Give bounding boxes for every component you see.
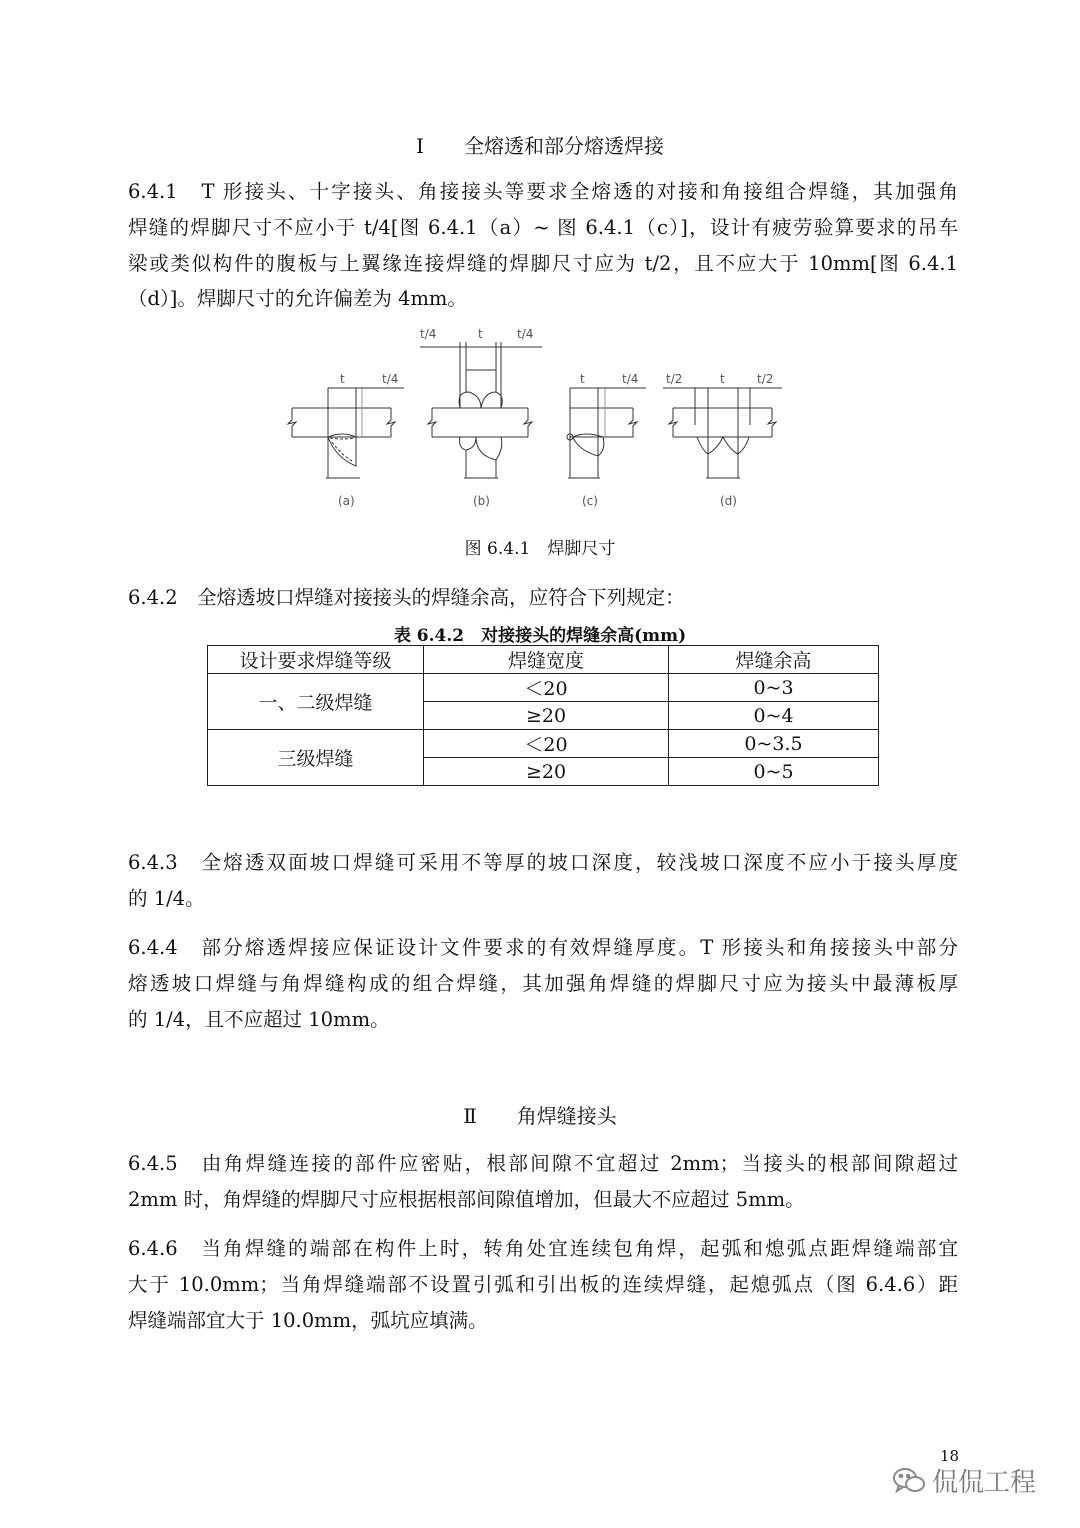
- table-row: [208, 674, 879, 702]
- text-line: 6.4.1 T 形接头、十字接头、角接接头等要求全熔透的对接和角接组合焊缝，其加强角: [128, 180, 958, 203]
- width-cell: ＜20: [424, 674, 669, 702]
- paragraph-6-4-2: [128, 580, 958, 616]
- paragraph-6-4-3: [128, 845, 958, 917]
- page-number: 18: [940, 1447, 960, 1465]
- section-title: 角焊缝接头: [516, 1104, 617, 1128]
- paragraph-6-4-5: [128, 1146, 958, 1218]
- reinforcement-cell: 0~3: [669, 674, 879, 702]
- table-title: 表 6.4.2 对接接头的焊缝余高(mm): [393, 626, 687, 646]
- dim-label-t2: t/2: [757, 372, 774, 386]
- watermark: [892, 1462, 1036, 1499]
- section-numeral: Ⅱ: [463, 1104, 477, 1128]
- dim-label-t: t: [478, 327, 483, 341]
- column-header: 焊缝余高: [669, 646, 879, 674]
- watermark-text: 侃侃工程: [932, 1468, 1037, 1498]
- text-line: 熔透坡口焊缝与角焊缝构成的组合焊缝，其加强角焊缝的焊脚尺寸应为接头中最薄板厚: [128, 971, 958, 995]
- figure-caption: 图 6.4.1 焊脚尺寸: [464, 539, 616, 559]
- grade-cell: 一、二级焊缝: [208, 674, 424, 730]
- text-line: 大于 10.0mm；当角焊缝端部不设置引弧和引出板的连续焊缝，起熄弧点（图 6.4.6）距: [128, 1272, 958, 1296]
- grade-cell: 三级焊缝: [208, 730, 424, 786]
- text-line: 6.4.6 当角焊缝的端部在构件上时，转角处宜连续包角焊，起弧和熄弧点距焊缝端部宜: [128, 1237, 958, 1260]
- sub-label-c: (c): [582, 494, 598, 508]
- text-line: 的 1/4。: [128, 886, 205, 910]
- text-line: 6.4.4 部分熔透焊接应保证设计文件要求的有效焊缝厚度。T 形接头和角接接头中部分: [128, 936, 958, 959]
- column-header: 设计要求焊缝等级: [208, 646, 424, 674]
- text-line: （d）]。焊脚尺寸的允许偏差为 4mm。: [128, 287, 467, 311]
- column-header: 焊缝宽度: [424, 646, 669, 674]
- text-line: 焊缝端部宜大于 10.0mm，弧坑应填满。: [128, 1308, 488, 1332]
- width-cell: ≥20: [424, 758, 669, 786]
- section-numeral: Ⅰ: [416, 134, 424, 158]
- text-line: 6.4.3 全熔透双面坡口焊缝可采用不等厚的坡口深度，较浅坡口深度不应小于接头厚度: [128, 851, 958, 874]
- sub-label-d: (d): [720, 494, 737, 508]
- figure-d: [663, 388, 782, 478]
- wechat-icon: [892, 1466, 926, 1496]
- width-cell: ＜20: [424, 730, 669, 758]
- section-heading-1: [0, 130, 1080, 159]
- section-title: 全熔透和部分熔透焊接: [463, 134, 664, 158]
- text-line: 焊缝的焊脚尺寸不应小于 t/4[图 6.4.1（a）~ 图 6.4.1（c）]，设计有疲劳验算要求的吊车: [128, 215, 958, 239]
- figure-c: [567, 388, 646, 478]
- reinforcement-cell: 0~4: [669, 702, 879, 730]
- text-line: 2mm 时，角焊缝的焊脚尺寸应根据根部间隙值增加，但最大不应超过 5mm。: [128, 1187, 805, 1211]
- dim-label-t4: t/4: [382, 372, 399, 386]
- dim-label-t4: t/4: [517, 327, 534, 341]
- dim-label-t4: t/4: [622, 372, 639, 386]
- weld-leg-figure: [270, 320, 810, 520]
- paragraph-6-4-1: [128, 174, 958, 317]
- text-line: 6.4.5 由角焊缝连接的部件应密贴，根部间隙不宜超过 2mm；当接头的根部间隙超过: [128, 1152, 958, 1175]
- dim-label-t: t: [720, 372, 725, 386]
- sub-label-b: (b): [473, 494, 490, 508]
- text-line: 6.4.2 全熔透坡口焊缝对接接头的焊缝余高，应符合下列规定：: [128, 586, 685, 609]
- dim-label-t2: t/2: [666, 372, 683, 386]
- sub-label-a: (a): [338, 494, 355, 508]
- table-row: [208, 730, 879, 758]
- dim-label-t4: t/4: [420, 327, 437, 341]
- text-line: 梁或类似构件的腹板与上翼缘连接焊缝的焊脚尺寸应为 t/2，且不应大于 10mm[图 6.4.1: [128, 251, 958, 275]
- reinforcement-cell: 0~3.5: [669, 730, 879, 758]
- weld-reinforcement-table: [207, 645, 879, 786]
- table-header-row: [208, 646, 879, 674]
- paragraph-6-4-6: [128, 1231, 958, 1338]
- figure-a: [288, 388, 404, 478]
- dim-label-t: t: [580, 372, 585, 386]
- paragraph-6-4-4: [128, 930, 958, 1037]
- section-heading-2: [0, 1100, 1080, 1129]
- reinforcement-cell: 0~5: [669, 758, 879, 786]
- figure-b: [420, 342, 542, 478]
- text-line: 的 1/4，且不应超过 10mm。: [128, 1007, 390, 1031]
- width-cell: ≥20: [424, 702, 669, 730]
- dim-label-t: t: [340, 372, 345, 386]
